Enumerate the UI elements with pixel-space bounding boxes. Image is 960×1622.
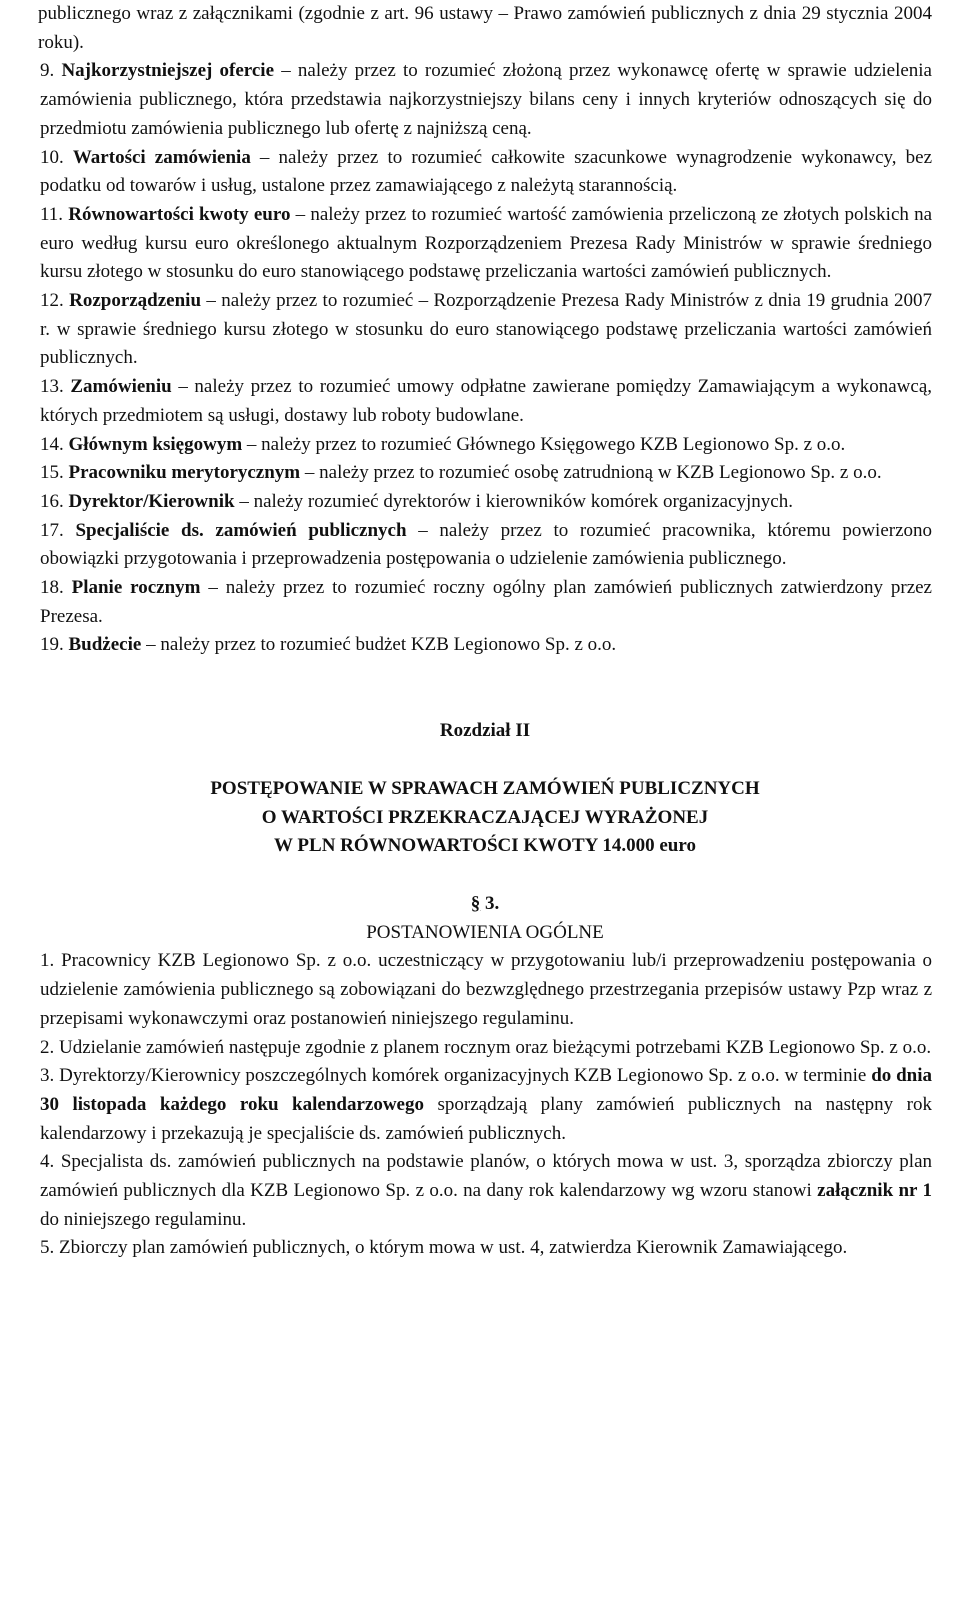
intro-line: publicznego wraz z załącznikami (zgodnie z art. 96 ustawy – Prawo zamówień publicznych z dnia 29 stycznia 2004 roku). <box>38 3 932 53</box>
rule-text: Specjalista ds. zamówień publicznych na podstawie planów, o których mowa w ust. 3, sporządza zbiorczy plan zamówień publicznych dla KZB Legionowo Sp. z o.o. na dany rok kalendarzowy wg wzoru stanowi <box>40 1151 932 1202</box>
rule-text-bold: do dnia 30 listopada każdego roku kalendarzowego <box>40 1065 933 1115</box>
definition-text: – należy przez to rozumieć budżet KZB Legionowo Sp. z o.o. <box>141 634 617 656</box>
definition-term: Dyrektor/Kierownik <box>68 490 235 512</box>
definition-text: – należy przez to rozumieć pracownika, któremu powierzono obowiązki przygotowania i przeprowadzenia postępowania o udzielenie zamówienia publicznego. <box>40 519 933 570</box>
definition-item: 13. Zamówieniu – należy przez to rozumieć umowy odpłatne zawierane pomiędzy Zamawiającym a wykonawcą, których przedmiotem są usługi, dostawy lub roboty budowlane. <box>40 376 932 426</box>
definition-text: – należy przez to rozumieć osobę zatrudnioną w KZB Legionowo Sp. z o.o. <box>300 462 882 484</box>
chapter-title-line: O WARTOŚCI PRZEKRACZAJĄCEJ WYRAŻONEJ <box>261 806 709 828</box>
definition-item: 15. Pracowniku merytorycznym – należy przez to rozumieć osobę zatrudnioną w KZB Legionowo Sp. z o.o. <box>40 462 882 484</box>
rules-list <box>38 947 932 1263</box>
definitions-list <box>38 57 932 660</box>
rule-text: Udzielanie zamówień następuje zgodnie z planem rocznym oraz bieżącymi potrzebami KZB Legionowo Sp. z o.o. <box>59 1036 932 1058</box>
definition-item: 9. Najkorzystniejszej ofercie – należy przez to rozumieć złożoną przez wykonawcę ofertę w sprawie udzielenia zamówienia publicznego, która przedstawia najkorzystniejszy bilans ceny i innych kryteriów odnoszących się do przedmiotu zamówienia publicznego lub ofertę z najniższą ceną. <box>40 60 932 139</box>
intro-paragraph <box>38 0 932 57</box>
rule-item: 2. Udzielanie zamówień następuje zgodnie z planem rocznym oraz bieżącymi potrzebami KZB Legionowo Sp. z o.o. <box>40 1036 932 1058</box>
spacer <box>38 746 932 775</box>
definition-term: Zamówieniu <box>70 376 172 398</box>
definition-term: Wartości zamówienia <box>72 146 251 168</box>
definition-item: 14. Głównym księgowym – należy przez to rozumieć Głównego Księgowego KZB Legionowo Sp. z o.o. <box>40 433 846 455</box>
definition-term: Pracowniku merytorycznym <box>68 462 301 484</box>
rule-text: do niniejszego regulaminu. <box>40 1208 247 1230</box>
rule-text-bold: załącznik nr 1 <box>817 1180 932 1202</box>
definition-term: Specjaliście ds. zamówień publicznych <box>75 519 407 541</box>
definition-item: 10. Wartości zamówienia – należy przez to rozumieć całkowite szacunkowe wynagrodzenie wykonawcy, bez podatku od towarów i usług, ustalone przez zamawiającego z należytą starannością. <box>40 146 933 197</box>
definition-text: – należy przez to rozumieć Głównego Księgowego KZB Legionowo Sp. z o.o. <box>242 433 846 455</box>
definition-term: Równowartości kwoty euro <box>68 203 291 225</box>
definition-term: Rozporządzeniu <box>69 290 202 312</box>
chapter-title-line: POSTĘPOWANIE W SPRAWACH ZAMÓWIEŃ PUBLICZNYCH <box>210 777 760 799</box>
chapter-title-line: W PLN RÓWNOWARTOŚCI KWOTY 14.000 euro <box>274 835 696 857</box>
definition-text: – należy przez to rozumieć – Rozporządzenie Prezesa Rady Ministrów z dnia 19 grudnia 2007 r. w sprawie średniego kursu złotego w stosunku do euro stanowiącego podstawę przeliczania wartości zamówień publicznych. <box>40 290 933 369</box>
section-mark: § 3. <box>470 892 500 914</box>
rule-text: sporządzają plany zamówień publicznych na następny rok kalendarzowy i przekazują je specjaliście ds. zamówień publicznych. <box>40 1093 932 1144</box>
definition-term: Najkorzystniejszej ofercie <box>61 60 275 82</box>
rule-item: 4. Specjalista ds. zamówień publicznych na podstawie planów, o których mowa w ust. 3, sporządza zbiorczy plan zamówień publicznych dla KZB Legionowo Sp. z o.o. na dany rok kalendarzowy wg wzoru stanowi załącznik nr 1 do niniejszego regulaminu. <box>40 1151 932 1230</box>
section-title: POSTANOWIENIA OGÓLNE <box>366 921 604 943</box>
definition-item: 17. Specjaliście ds. zamówień publicznych – należy przez to rozumieć pracownika, któremu powierzono obowiązki przygotowania i przeprowadzenia postępowania o udzielenie zamówienia publicznego. <box>40 519 933 570</box>
rule-item: 3. Dyrektorzy/Kierownicy poszczególnych komórek organizacyjnych KZB Legionowo Sp. z o.o. w terminie do dnia 30 listopada każdego roku kalendarzowego sporządzają plany zamówień publicznych na następny rok kalendarzowy i przekazują je specjaliście ds. zamówień publicznych. <box>40 1065 933 1144</box>
definition-item: 19. Budżecie – należy przez to rozumieć budżet KZB Legionowo Sp. z o.o. <box>40 634 617 656</box>
rule-item: 5. Zbiorczy plan zamówień publicznych, o którym mowa w ust. 4, zatwierdza Kierownik Zamawiającego. <box>40 1237 848 1259</box>
spacer <box>38 861 932 890</box>
rule-item: 1. Pracownicy KZB Legionowo Sp. z o.o. uczestniczący w przygotowaniu lub/i przeprowadzeniu postępowania o udzielenie zamówienia publicznego są zobowiązani do bezwzględnego przestrzegania przepisów ustawy Pzp wraz z przepisami wykonawczymi oraz postanowień niniejszego regulaminu. <box>40 950 932 1029</box>
definition-text: – należy przez to rozumieć całkowite szacunkowe wynagrodzenie wykonawcy, bez podatku od towarów i usług, ustalone przez zamawiającego z należytą starannością. <box>40 146 933 197</box>
definition-term: Budżecie <box>68 634 142 656</box>
definition-item: 11. Równowartości kwoty euro – należy przez to rozumieć wartość zamówienia przeliczoną ze złotych polskich na euro według kursu euro określonego aktualnym Rozporządzeniem Prezesa Rady Ministrów w sprawie średniego kursu złotego w stosunku do euro stanowiącego podstawę przeliczania wartości zamówień publicznych. <box>40 203 933 283</box>
definition-text: – należy przez to rozumieć wartość zamówienia przeliczoną ze złotych polskich na euro według kursu euro określonego aktualnym Rozporządzeniem Prezesa Rady Ministrów w sprawie średniego kursu złotego w stosunku do euro stanowiącego podstawę przeliczania wartości zamówień publicznych. <box>40 203 933 283</box>
definition-term: Planie rocznym <box>71 577 201 599</box>
definition-text: – należy przez to rozumieć roczny ogólny plan zamówień publicznych zatwierdzony przez Prezesa. <box>40 577 932 627</box>
definition-item: 18. Planie rocznym – należy przez to rozumieć roczny ogólny plan zamówień publicznych zatwierdzony przez Prezesa. <box>40 577 932 627</box>
definition-item: 12. Rozporządzeniu – należy przez to rozumieć – Rozporządzenie Prezesa Rady Ministrów z dnia 19 grudnia 2007 r. w sprawie średniego kursu złotego w stosunku do euro stanowiącego podstawę przeliczania wartości zamówień publicznych. <box>40 290 933 369</box>
chapter-label: Rozdział II <box>439 720 531 742</box>
definition-text: – należy przez to rozumieć złożoną przez wykonawcę ofertę w sprawie udzielenia zamówienia publicznego, która przedstawia najkorzystniejszy bilans ceny i innych kryteriów odnoszących się do przedmiotu zamówienia publicznego lub ofertę z najniższą ceną. <box>40 60 932 139</box>
definition-text: – należy rozumieć dyrektorów i kierowników komórek organizacyjnych. <box>234 490 793 512</box>
definition-item: 16. Dyrektor/Kierownik – należy rozumieć dyrektorów i kierowników komórek organizacyjnych. <box>40 490 793 512</box>
rule-text: Zbiorczy plan zamówień publicznych, o którym mowa w ust. 4, zatwierdza Kierownik Zamawiającego. <box>59 1237 848 1259</box>
definition-term: Głównym księgowym <box>68 433 243 455</box>
spacer <box>38 660 932 717</box>
definition-text: – należy przez to rozumieć umowy odpłatne zawierane pomiędzy Zamawiającym a wykonawcą, których przedmiotem są usługi, dostawy lub roboty budowlane. <box>40 376 932 426</box>
rule-text: Pracownicy KZB Legionowo Sp. z o.o. uczestniczący w przygotowaniu lub/i przeprowadzeniu postępowania o udzielenie zamówienia publicznego są zobowiązani do bezwzględnego przestrzegania przepisów ustawy Pzp wraz z przepisami wykonawczymi oraz postanowień niniejszego regulaminu. <box>40 950 932 1029</box>
rule-text: Dyrektorzy/Kierownicy poszczególnych komórek organizacyjnych KZB Legionowo Sp. z o.o. w terminie <box>59 1065 872 1087</box>
